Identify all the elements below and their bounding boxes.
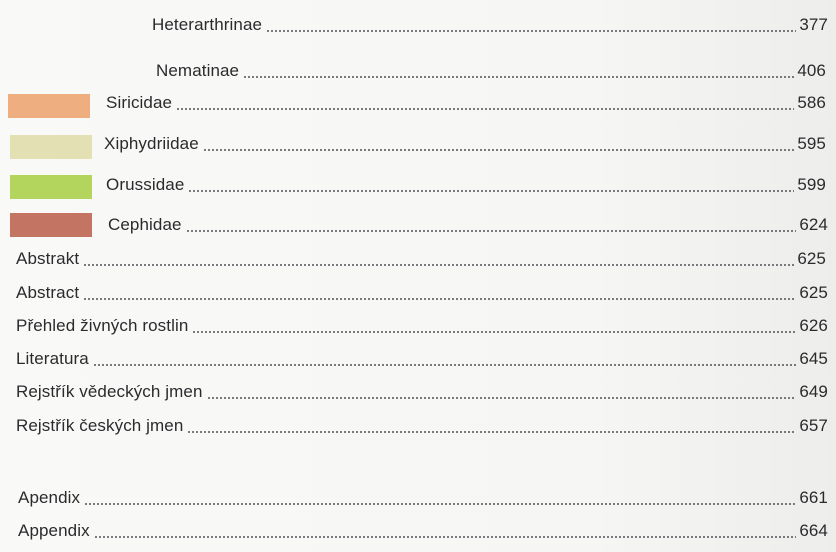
toc-entry-page: 586 <box>797 93 826 112</box>
dot-leader <box>266 12 796 38</box>
dot-leader <box>83 246 794 272</box>
toc-entry-apendix[interactable] <box>18 485 828 511</box>
toc-entry-label: Heterarthrinae <box>152 15 263 34</box>
toc-entry-label: Orussidae <box>106 175 185 194</box>
toc-entry-page: 595 <box>797 134 826 153</box>
dot-leader <box>84 485 796 511</box>
toc-entry-label: Siricidae <box>106 93 173 112</box>
toc-entry-label: Rejstřík vědeckých jmen <box>16 382 203 401</box>
toc-entry-label: Abstrakt <box>16 249 80 268</box>
dot-leader <box>93 346 797 372</box>
color-swatch-orussidae <box>10 175 92 199</box>
toc-entry-page: 657 <box>799 416 828 435</box>
color-swatch-xiphydriidae <box>10 135 92 159</box>
dot-leader <box>188 172 794 198</box>
toc-entry-siricidae[interactable] <box>106 90 826 116</box>
dot-leader <box>83 280 796 306</box>
dot-leader <box>243 58 794 84</box>
toc-entry-label: Abstract <box>16 283 80 302</box>
toc-entry-label: Cephidae <box>108 215 182 234</box>
toc-entry-cephidae[interactable] <box>108 212 828 238</box>
toc-entry-abstract[interactable] <box>16 280 828 306</box>
toc-entry-literatura[interactable] <box>16 346 828 372</box>
toc-entry-page: 661 <box>799 488 828 507</box>
toc-entry-appendix[interactable] <box>18 518 828 544</box>
toc-entry-label: Nematinae <box>156 61 240 80</box>
toc-entry-page: 406 <box>797 61 826 80</box>
toc-entry-page: 649 <box>799 382 828 401</box>
toc-entry-heterarthrinae[interactable] <box>152 12 828 38</box>
dot-leader <box>207 379 797 405</box>
toc-entry-page: 664 <box>799 521 828 540</box>
toc-entry-nematinae[interactable] <box>156 58 826 84</box>
toc-entry-page: 626 <box>799 316 828 335</box>
toc-entry-page: 599 <box>797 175 826 194</box>
toc-entry-label: Xiphydriidae <box>104 134 199 153</box>
toc-entry-label: Literatura <box>16 349 89 368</box>
toc-entry-prehled-zivnych-rostlin[interactable] <box>16 313 828 339</box>
toc-entry-label: Appendix <box>18 521 90 540</box>
dot-leader <box>187 413 796 439</box>
toc-entry-xiphydriidae[interactable] <box>104 131 826 157</box>
toc-entry-label: Rejstřík českých jmen <box>16 416 184 435</box>
toc-entry-page: 645 <box>799 349 828 368</box>
dot-leader <box>186 212 797 238</box>
toc-entry-page: 624 <box>799 215 828 234</box>
toc-entry-label: Přehled živných rostlin <box>16 316 189 335</box>
color-swatch-cephidae <box>10 213 92 237</box>
toc-entry-abstrakt[interactable] <box>16 246 826 272</box>
toc-entry-rejstrik-ceskych-jmen[interactable] <box>16 413 828 439</box>
dot-leader <box>94 518 797 544</box>
toc-entry-label: Apendix <box>18 488 81 507</box>
toc-entry-page: 625 <box>797 249 826 268</box>
dot-leader <box>203 131 795 157</box>
dot-leader <box>192 313 796 339</box>
toc-entry-page: 377 <box>799 15 828 34</box>
color-swatch-siricidae <box>8 94 90 118</box>
dot-leader <box>176 90 794 116</box>
toc-entry-orussidae[interactable] <box>106 172 826 198</box>
toc-entry-page: 625 <box>799 283 828 302</box>
toc-entry-rejstrik-vedeckych-jmen[interactable] <box>16 379 828 405</box>
